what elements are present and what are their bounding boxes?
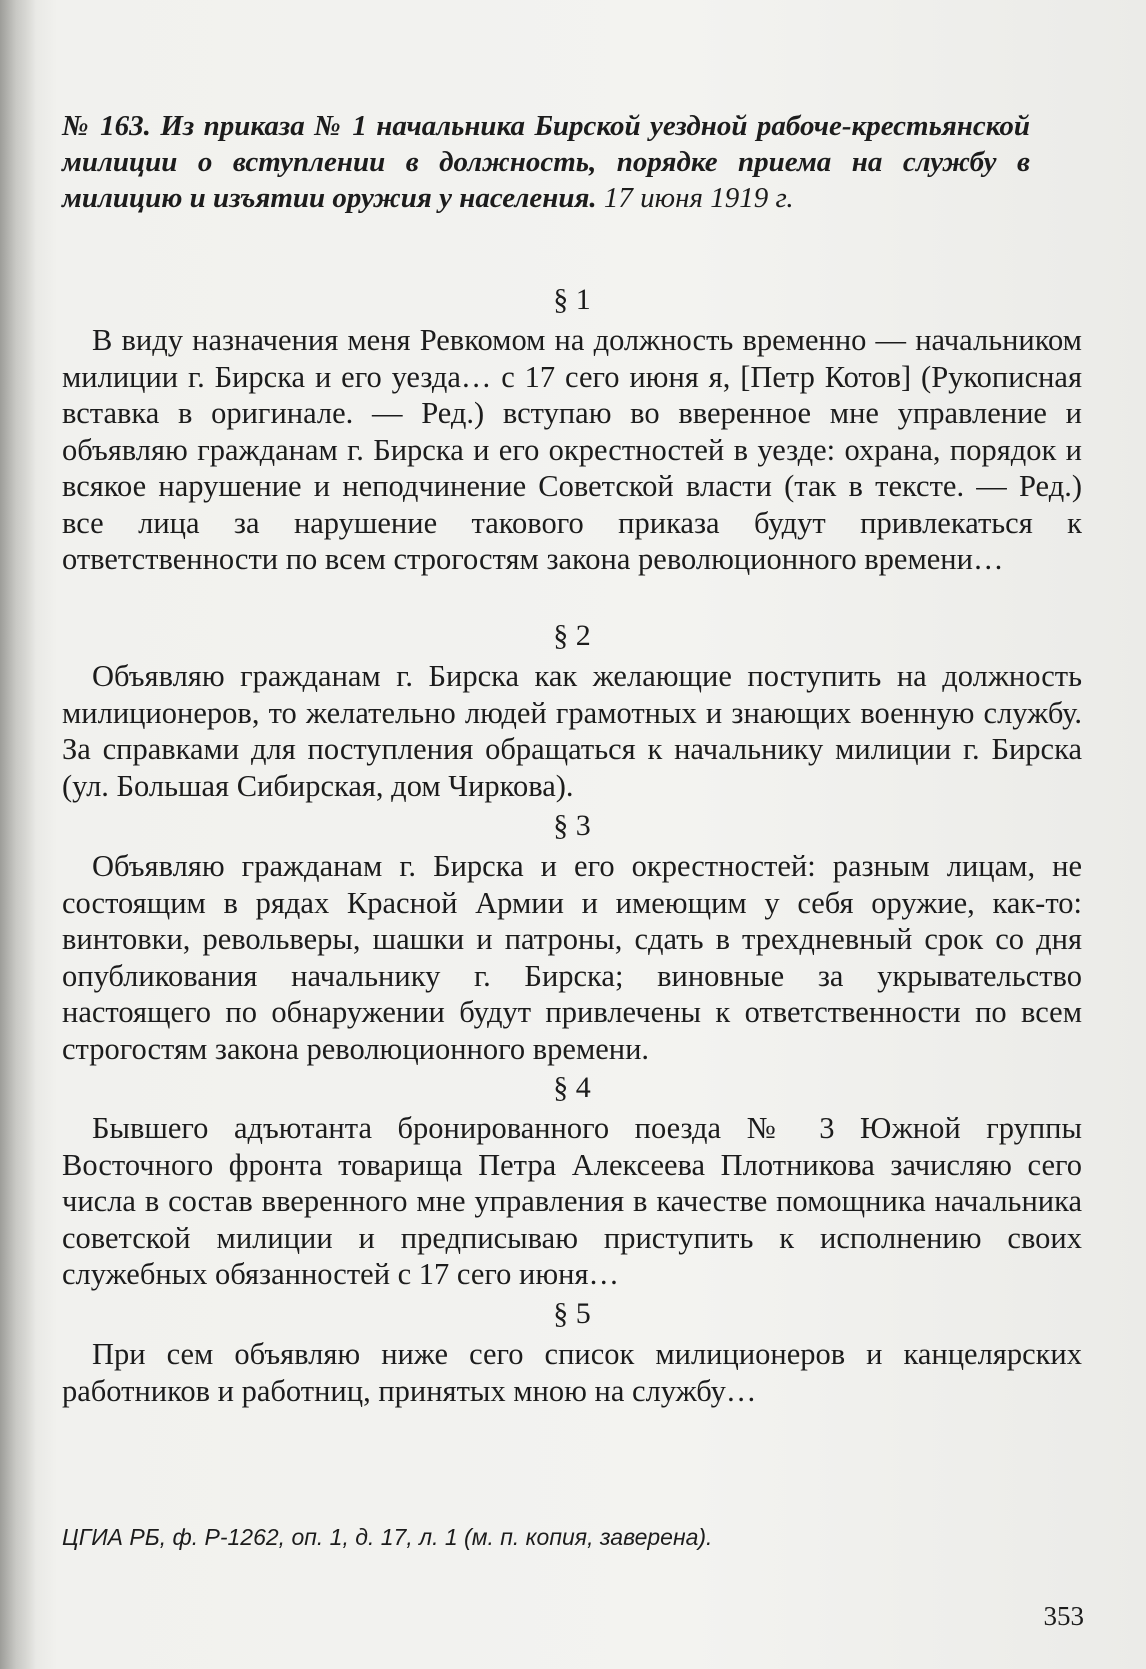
section-mark-5: § 5 xyxy=(553,1297,591,1330)
page-number: 353 xyxy=(1043,1601,1084,1631)
section-text-2: Объявляю гражданам г. Бирска как желающие поступить на должность милиционеров, то желательно людей грамотных и знающих военную службу. За справками для поступления обращаться к начальнику милиции г. Бирска (ул. Большая Сибирская, дом Чиркова). xyxy=(62,659,1082,803)
section-text-4: Бывшего адъютанта бронированного поезда № 3 Южной группы Восточного фронта товарища Петра Алексеева Плотникова зачисляю сего числа в состав вверенного мне управления в качестве помощника начальника советской милиции и предписываю приступить к исполнению своих служебных обязанностей с 17 сего июня… xyxy=(62,1111,1082,1291)
archive-source-reference: ЦГИА РБ, ф. Р-1262, оп. 1, д. 17, л. 1 (м. п. копия, заверена). xyxy=(62,1524,713,1550)
section-text-1: В виду назначения меня Ревкомом на должность временно — начальником милиции г. Бирска и его уезда… с 17 сего июня я, [Петр Котов] (Рукописная вставка в оригинале. — Ред.) вступаю во вверенное мне управление и объявляю гражданам г. Бирска и его окрестностей в уезде: охрана, порядок и всякое нарушение и неподчинение Советской власти (так в тексте. — Ред.) все лица за нарушение такового приказа будут привлекаться к ответственности по всем строгостям закона революционного времени… xyxy=(62,323,1082,576)
section-text-5: При сем объявляю ниже сего список милиционеров и канцелярских работников и работниц, принятых мною на службу… xyxy=(62,1337,1082,1408)
section-mark-1: § 1 xyxy=(553,283,591,316)
section-mark-3: § 3 xyxy=(553,809,591,842)
section-mark-2: § 2 xyxy=(553,619,591,652)
document-title-text: № 163. Из приказа № 1 начальника Бирской уездной рабоче-крестьянской милиции о вступлении в должность, порядке приема на службу в милицию и изъятии оружия у населения. xyxy=(62,110,1030,214)
section-mark-4: § 4 xyxy=(553,1071,591,1104)
section-text-3: Объявляю гражданам г. Бирска и его окрестностей: разным лицам, не состоящим в рядах Красной Армии и имеющим у себя оружие, как-то: винтовки, револьверы, шашки и патроны, сдать в трехдневный срок со дня опубликования начальнику г. Бирска; виновные за укрывательство настоящего по обнаружении будут привлечены к ответственности по всем строгостям закона революционного времени. xyxy=(62,849,1082,1066)
document-date: 17 июня 1919 г. xyxy=(603,182,794,214)
spine-shadow xyxy=(0,0,36,1669)
document-title xyxy=(62,108,1030,216)
